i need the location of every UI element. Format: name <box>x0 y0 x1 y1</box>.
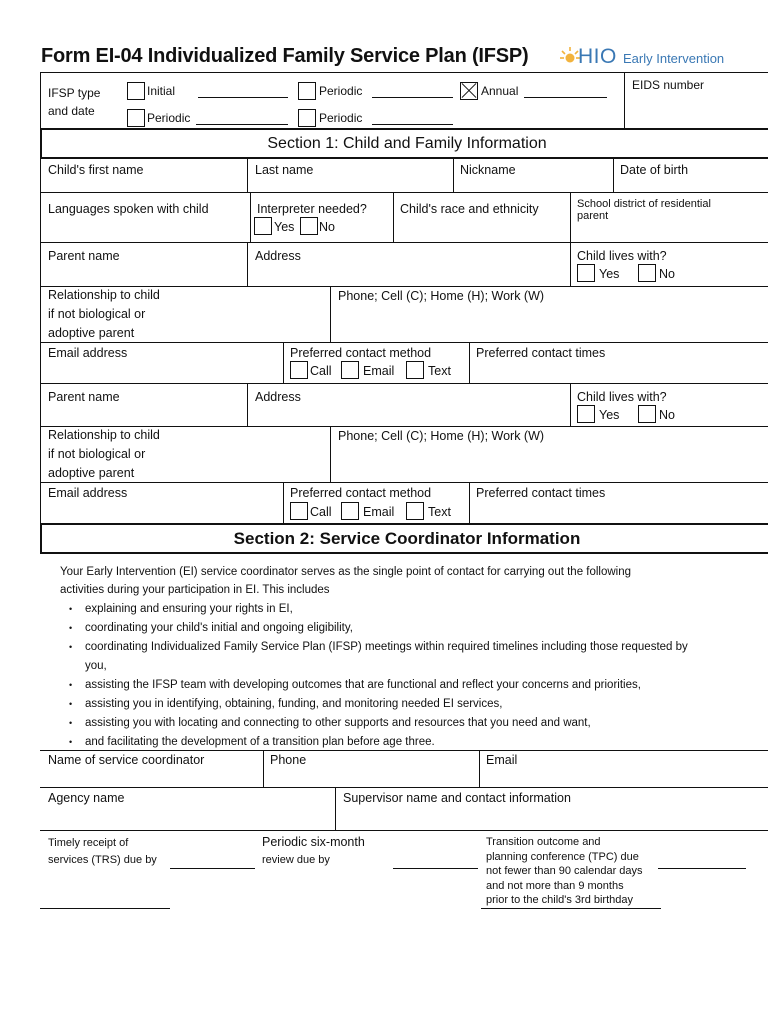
list-item: • and facilitating the development of a transition plan before age three. <box>60 733 730 752</box>
list-item: • assisting you with locating and connecting to other supports and resources that you need and want, <box>60 714 730 733</box>
interpreter-yes-checkbox[interactable] <box>254 217 272 235</box>
coordinator-phone-field[interactable]: Phone <box>270 753 307 767</box>
parent2-text-label: Text <box>428 505 451 519</box>
race-ethnicity-field[interactable]: Child's race and ethnicity <box>400 202 539 216</box>
service-coordinator-duties-list <box>60 600 730 752</box>
tpc-label: Transition outcome and planning conference (TPC) due not fewer than 90 calendar days and not more than 9 months prior to the child's 3rd birthday <box>486 836 643 906</box>
logo-ohio-text: HIO <box>578 45 617 68</box>
date-of-birth-field[interactable]: Date of birth <box>620 163 689 177</box>
agency-name-field[interactable]: Agency name <box>48 791 125 805</box>
parent1-name-field[interactable]: Parent name <box>48 249 120 263</box>
parent2-lives-no-label: No <box>659 408 675 422</box>
parent2-email-checkbox[interactable] <box>341 502 359 520</box>
parent1-child-lives-label: Child lives with? <box>577 249 667 263</box>
supervisor-field[interactable]: Supervisor name and contact information <box>343 791 571 805</box>
periodic-date-field-3[interactable] <box>372 124 453 125</box>
parent2-relationship-label: Relationship to child if not biological or adoptive parent <box>48 428 160 480</box>
periodic-checkbox-2[interactable] <box>127 109 145 127</box>
parent1-call-checkbox[interactable] <box>290 361 308 379</box>
periodic-checkbox-3[interactable] <box>298 109 316 127</box>
childs-first-name-field[interactable]: Child's first name <box>48 163 144 177</box>
parent2-email-label: Email <box>363 505 395 519</box>
parent1-lives-no-label: No <box>659 267 675 281</box>
trs-due-date-field[interactable] <box>170 868 255 869</box>
initial-checkbox[interactable] <box>127 82 145 100</box>
section1-heading: Section 1: Child and Family Information <box>40 128 768 159</box>
parent2-email-field[interactable]: Email address <box>48 486 128 500</box>
interpreter-no-checkbox[interactable] <box>300 217 318 235</box>
annual-checkbox[interactable] <box>460 82 478 100</box>
periodic-label-3: Periodic <box>319 111 363 125</box>
parent2-lives-yes-label: Yes <box>599 408 620 422</box>
periodic-review-label-1: Periodic six-month <box>262 835 365 849</box>
parent1-phone-field[interactable]: Phone; Cell (C); Home (H); Work (W) <box>338 289 545 303</box>
parent1-email-field[interactable]: Email address <box>48 346 128 360</box>
interpreter-no-label: No <box>319 220 335 234</box>
list-item: • coordinating Individualized Family Service Plan (IFSP) meetings within required timelines including those requested by you, <box>60 638 730 676</box>
form-title: Form EI-04 Individualized Family Service Plan (IFSP) <box>41 45 529 67</box>
section2-intro-line1: Your Early Intervention (EI) service coordinator serves as the single point of contact for carrying out the following <box>60 566 632 578</box>
parent1-text-checkbox[interactable] <box>406 361 424 379</box>
parent2-preferred-times-field[interactable]: Preferred contact times <box>476 486 606 500</box>
trs-due-date-extra-field[interactable] <box>40 908 170 909</box>
list-item: • assisting the IFSP team with developing outcomes that are functional and reflect your concerns and priorities, <box>60 676 730 695</box>
nickname-field[interactable]: Nickname <box>460 163 516 177</box>
languages-field[interactable]: Languages spoken with child <box>48 202 209 216</box>
parent1-lives-yes-checkbox[interactable] <box>577 264 595 282</box>
periodic-date-field-2[interactable] <box>196 124 288 125</box>
coordinator-name-field[interactable]: Name of service coordinator <box>48 753 205 767</box>
coordinator-email-field[interactable]: Email <box>486 753 518 767</box>
ifsp-date-label: and date <box>48 104 95 118</box>
periodic-checkbox-1[interactable] <box>298 82 316 100</box>
parent2-call-checkbox[interactable] <box>290 502 308 520</box>
trs-label-1: Timely receipt of <box>48 837 129 849</box>
parent2-lives-no-checkbox[interactable] <box>638 405 656 423</box>
school-district-label-2: parent <box>577 210 609 222</box>
parent1-text-label: Text <box>428 364 451 378</box>
sun-icon <box>560 46 580 68</box>
list-item: • explaining and ensuring your rights in EI, <box>60 600 730 619</box>
ohio-ei-logo <box>560 44 740 70</box>
interpreter-label: Interpreter needed? <box>257 202 367 216</box>
parent1-email-checkbox[interactable] <box>341 361 359 379</box>
periodic-label-2: Periodic <box>147 111 191 125</box>
tpc-due-date-field[interactable] <box>658 868 746 869</box>
parent2-address-field[interactable]: Address <box>255 390 301 404</box>
parent2-lives-yes-checkbox[interactable] <box>577 405 595 423</box>
periodic-date-field-1[interactable] <box>372 97 453 98</box>
parent2-phone-field[interactable]: Phone; Cell (C); Home (H); Work (W) <box>338 429 545 443</box>
parent1-lives-no-checkbox[interactable] <box>638 264 656 282</box>
list-item: • assisting you in identifying, obtaining, funding, and monitoring needed EI services, <box>60 695 730 714</box>
logo-ei-text: Early Intervention <box>623 51 725 66</box>
parent1-address-field[interactable]: Address <box>255 249 301 263</box>
trs-label-2: services (TRS) due by <box>48 854 157 866</box>
parent2-call-label: Call <box>310 505 332 519</box>
parent1-email-label: Email <box>363 364 395 378</box>
parent2-text-checkbox[interactable] <box>406 502 424 520</box>
parent1-relationship-label: Relationship to child if not biological or adoptive parent <box>48 288 160 340</box>
parent1-lives-yes-label: Yes <box>599 267 620 281</box>
section2-heading: Section 2: Service Coordinator Information <box>40 523 768 554</box>
eids-number-label: EIDS number <box>632 78 705 92</box>
initial-label: Initial <box>147 84 176 98</box>
parent1-call-label: Call <box>310 364 332 378</box>
interpreter-yes-label: Yes <box>274 220 295 234</box>
parent2-name-field[interactable]: Parent name <box>48 390 120 404</box>
ifsp-type-label: IFSP type <box>48 86 101 100</box>
school-district-label-1: School district of residential <box>577 198 711 210</box>
parent2-child-lives-label: Child lives with? <box>577 390 667 404</box>
last-name-field[interactable]: Last name <box>255 163 314 177</box>
annual-label: Annual <box>481 84 519 98</box>
parent2-preferred-method-label: Preferred contact method <box>290 486 432 500</box>
parent1-preferred-method-label: Preferred contact method <box>290 346 432 360</box>
annual-date-field[interactable] <box>524 97 607 98</box>
periodic-review-label-2: review due by <box>262 854 330 866</box>
periodic-label-1: Periodic <box>319 84 363 98</box>
list-item: • coordinating your child's initial and ongoing eligibility, <box>60 619 730 638</box>
initial-date-field[interactable] <box>198 97 288 98</box>
parent1-preferred-times-field[interactable]: Preferred contact times <box>476 346 606 360</box>
section2-intro-line2: activities during your participation in EI. This includes <box>60 584 330 596</box>
periodic-review-due-field[interactable] <box>393 868 478 869</box>
